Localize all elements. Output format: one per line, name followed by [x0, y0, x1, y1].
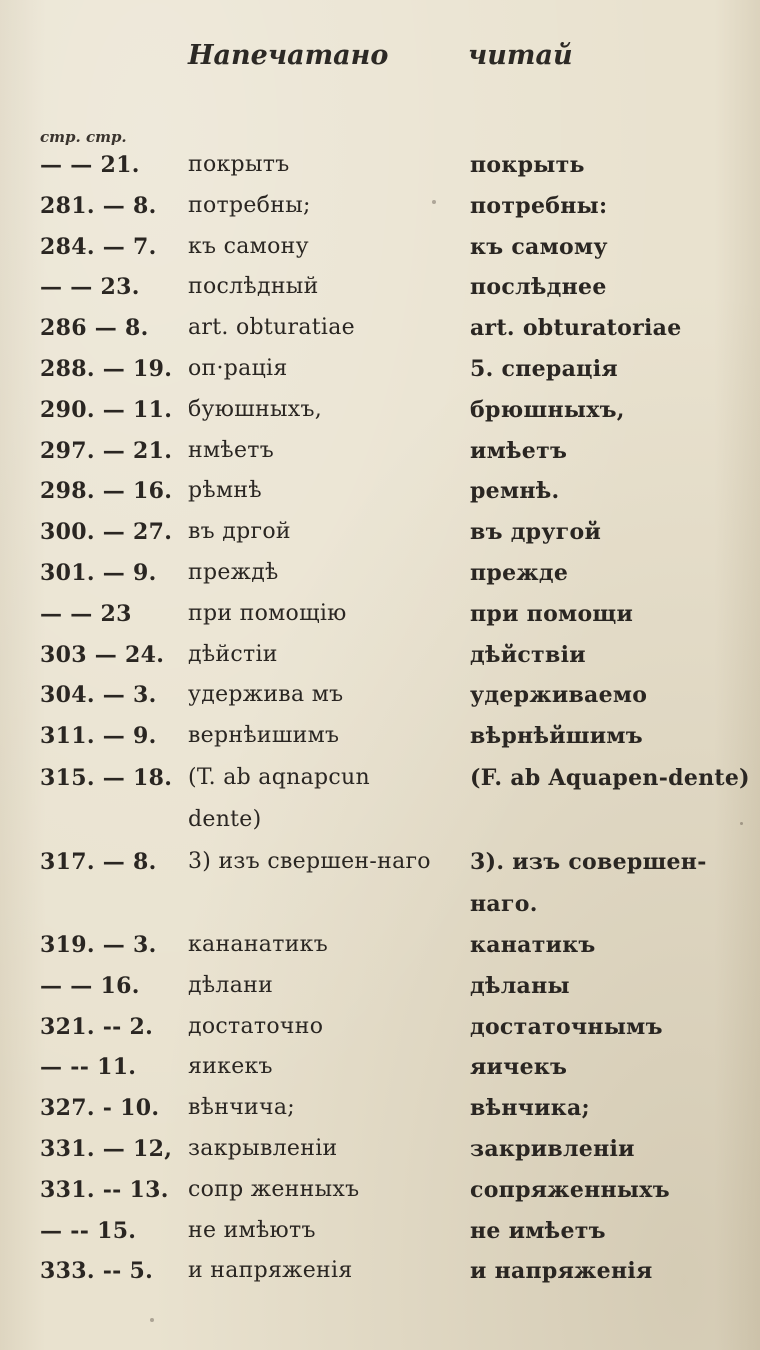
errata-row — [0, 267, 760, 308]
errata-row — [0, 716, 760, 757]
corrected-text: удерживаемо — [470, 682, 648, 709]
errata-header — [0, 40, 760, 90]
errata-row — [0, 227, 760, 268]
errata-row — [0, 757, 760, 841]
printed-text: (T. ab aqnapcun dente) — [188, 764, 370, 832]
page-line-ref: — — 23 — [40, 600, 132, 627]
corrected-text: 3). изъ совершен-наго. — [470, 848, 707, 917]
corrected-text: канатикъ — [470, 931, 596, 958]
page-line-ref: 327. - 10. — [40, 1095, 160, 1122]
page-line-ref: — — 16. — [40, 972, 140, 999]
paper-speck — [740, 822, 743, 825]
corrected-text: сопряженныхъ — [470, 1176, 670, 1203]
page-line-ref: 315. — 18. — [40, 764, 173, 791]
paper-speck — [150, 1318, 154, 1322]
page-line-ref: 311. — 9. — [40, 723, 157, 750]
printed-text: послѣдный — [188, 274, 319, 300]
page-line-ref: 303 — 24. — [40, 641, 165, 668]
corrected-text: покрыть — [470, 152, 585, 178]
corrected-text: въ другой — [470, 519, 602, 546]
printed-text: вернѣишимъ — [188, 723, 340, 749]
errata-row — [0, 431, 760, 472]
corrected-text: не имѣетъ — [470, 1217, 606, 1244]
corrected-text: (F. ab Aquapen-dente) — [470, 764, 750, 791]
printed-text: покрытъ — [188, 152, 290, 177]
page-line-ref: — — 23. — [40, 274, 140, 301]
printed-text: вѣнчича; — [188, 1095, 295, 1121]
page-line-ref: 288. — 19. — [40, 355, 173, 382]
errata-row — [0, 349, 760, 390]
page-line-ref: 304. — 3. — [40, 682, 157, 709]
printed-text: и напряженія — [188, 1258, 353, 1284]
corrected-text: прежде — [470, 559, 569, 586]
errata-list — [0, 145, 760, 1292]
printed-text: дѣйстіи — [188, 641, 278, 667]
corrected-text: къ самому — [470, 233, 608, 260]
page-line-ref: 321. -- 2. — [40, 1013, 154, 1040]
errata-row — [0, 471, 760, 512]
errata-row — [0, 512, 760, 553]
corrected-text: потребны: — [470, 192, 608, 219]
corrected-text: закривленіи — [470, 1135, 635, 1162]
errata-row — [0, 553, 760, 594]
errata-row — [0, 1088, 760, 1129]
errata-row — [0, 966, 760, 1007]
printed-text: удержива мъ — [188, 682, 344, 708]
printed-column-heading: Напечатано — [188, 40, 389, 71]
page-line-heading: стр. стр. — [40, 128, 127, 146]
corrected-text: ремнѣ. — [470, 478, 560, 505]
paper-speck — [432, 200, 436, 204]
printed-text: кананатикъ — [188, 931, 329, 957]
errata-row — [0, 841, 760, 925]
printed-text: дѣлани — [188, 972, 274, 998]
errata-row — [0, 145, 760, 186]
printed-text: потребны; — [188, 192, 311, 218]
corrected-text: и напряженія — [470, 1258, 653, 1285]
printed-text: сопр женныхъ — [188, 1176, 360, 1202]
printed-text: достаточно — [188, 1013, 324, 1039]
errata-row — [0, 1170, 760, 1211]
errata-row — [0, 635, 760, 676]
corrected-text: art. obturatoriae — [470, 315, 682, 342]
page-line-ref: 298. — 16. — [40, 478, 173, 505]
errata-row — [0, 1129, 760, 1170]
printed-text: при помощію — [188, 600, 347, 626]
errata-row — [0, 1211, 760, 1252]
corrected-text: имѣетъ — [470, 437, 568, 464]
errata-row — [0, 390, 760, 431]
errata-row — [0, 1251, 760, 1292]
page-line-ref: 290. — 11. — [40, 396, 173, 423]
printed-text: яикекъ — [188, 1054, 273, 1080]
errata-row — [0, 594, 760, 635]
page-line-ref: — -- 15. — [40, 1217, 137, 1244]
page-line-ref: 331. -- 13. — [40, 1176, 169, 1203]
printed-text: закрывленіи — [188, 1135, 338, 1161]
printed-text: рѣмнѣ — [188, 478, 262, 504]
page-line-ref: — — 21. — [40, 152, 140, 178]
printed-text: оп·рація — [188, 355, 288, 381]
corrected-text: брюшныхъ, — [470, 396, 625, 423]
corrected-text: при помощи — [470, 600, 634, 627]
page-line-ref: 331. — 12, — [40, 1135, 173, 1162]
corrected-text: вѣнчика; — [470, 1095, 590, 1122]
printed-text: преждѣ — [188, 559, 279, 585]
page-line-ref: 300. — 27. — [40, 519, 173, 546]
corrected-text: яичекъ — [470, 1054, 568, 1081]
printed-text: 3) изъ свершен-наго — [188, 848, 431, 874]
printed-text: нмѣетъ — [188, 437, 275, 463]
errata-row — [0, 1007, 760, 1048]
page-line-ref: 297. — 21. — [40, 437, 173, 464]
page-line-ref: 286 — 8. — [40, 315, 149, 342]
printed-text: въ дргой — [188, 519, 291, 545]
page-line-ref: 281. — 8. — [40, 192, 157, 219]
page-line-ref: 301. — 9. — [40, 559, 157, 586]
errata-row — [0, 675, 760, 716]
corrected-text: вѣрнѣйшимъ — [470, 723, 643, 750]
page-line-ref: 333. -- 5. — [40, 1258, 154, 1285]
corrected-text: дѣланы — [470, 972, 570, 999]
page-line-ref: — -- 11. — [40, 1054, 137, 1081]
corrected-text: 5. сперація — [470, 355, 618, 382]
printed-text: буюшныхъ, — [188, 396, 323, 422]
page-line-ref: 319. — 3. — [40, 931, 157, 958]
errata-row — [0, 1047, 760, 1088]
printed-text: не имѣютъ — [188, 1217, 316, 1243]
page-line-ref: 317. — 8. — [40, 848, 157, 875]
printed-text: art. obturatiae — [188, 315, 355, 341]
corrected-text: послѣднее — [470, 274, 607, 301]
printed-text: къ самону — [188, 233, 309, 259]
corrected-text: достаточнымъ — [470, 1013, 663, 1040]
read-column-heading: читай — [468, 40, 573, 71]
errata-row — [0, 186, 760, 227]
errata-row — [0, 308, 760, 349]
page-line-ref: 284. — 7. — [40, 233, 157, 260]
corrected-text: дѣйствіи — [470, 641, 586, 668]
errata-row — [0, 925, 760, 966]
